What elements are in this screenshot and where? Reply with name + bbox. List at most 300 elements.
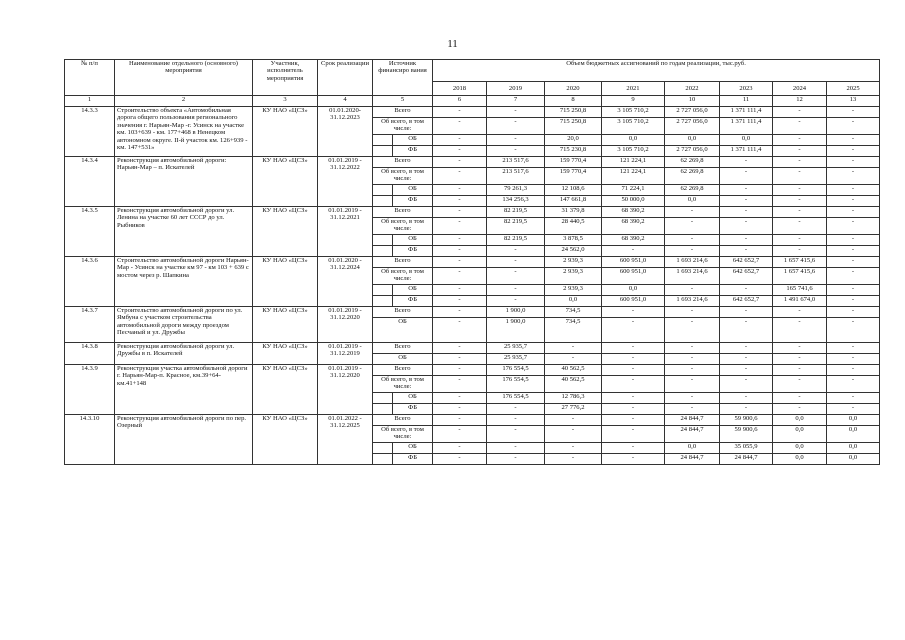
measure-name: Строительство автомобильной дороги по ул. Ямбуна с участком строительства автомобильной дороги между проездом Песчаный и ул. Дружбы <box>115 307 253 343</box>
budget-value: - <box>487 296 545 307</box>
budget-value: - <box>487 268 545 285</box>
budget-value: - <box>665 354 720 365</box>
budget-value: - <box>827 157 880 168</box>
header-term: Срок реализации <box>318 60 373 96</box>
funding-source: ФБ <box>393 196 433 207</box>
budget-value: - <box>720 343 773 354</box>
budget-value: 2 727 056,0 <box>665 118 720 135</box>
term: 01.01.2019 - 31.12.2019 <box>318 343 373 365</box>
budget-value: 59 900,6 <box>720 415 773 426</box>
source-indent <box>373 235 393 246</box>
header-year: 2021 <box>602 82 665 96</box>
budget-value: 600 951,0 <box>602 257 665 268</box>
budget-value: 24 844,7 <box>720 454 773 465</box>
budget-value: 79 261,3 <box>487 185 545 196</box>
budget-value: 71 224,1 <box>602 185 665 196</box>
budget-value: - <box>433 307 487 318</box>
budget-value: - <box>827 135 880 146</box>
budget-value: - <box>487 443 545 454</box>
budget-value: - <box>827 393 880 404</box>
table-row <box>65 343 880 354</box>
measure-name: Реконструкция автомобильной дороги ул. Ленина на участке 60 лет СССР до ул. Рыбников <box>115 207 253 257</box>
budget-value: - <box>773 146 827 157</box>
budget-value: 642 652,7 <box>720 257 773 268</box>
budget-value: - <box>773 235 827 246</box>
budget-value: 121 224,1 <box>602 157 665 168</box>
funding-source: ОБ <box>393 443 433 454</box>
budget-value: - <box>827 185 880 196</box>
term: 01.01.2019 - 31.12.2022 <box>318 157 373 207</box>
budget-value: 0,0 <box>602 285 665 296</box>
budget-value: - <box>433 185 487 196</box>
budget-value: 147 661,8 <box>545 196 602 207</box>
budget-value: 0,0 <box>827 443 880 454</box>
funding-source: ФБ <box>393 146 433 157</box>
column-number: 11 <box>720 96 773 107</box>
header-year: 2022 <box>665 82 720 96</box>
term: 01.01.2022 - 31.12.2025 <box>318 415 373 465</box>
budget-value: 0,0 <box>602 135 665 146</box>
budget-value: - <box>827 343 880 354</box>
budget-value: 25 935,7 <box>487 343 545 354</box>
budget-value: 35 055,9 <box>720 443 773 454</box>
executor: КУ НАО «ЦСЗ» <box>253 207 318 257</box>
budget-value: - <box>720 168 773 185</box>
budget-value: - <box>720 207 773 218</box>
column-number: 2 <box>115 96 253 107</box>
budget-value: - <box>720 235 773 246</box>
funding-source: ФБ <box>393 296 433 307</box>
budget-value: - <box>602 318 665 343</box>
row-number: 14.3.6 <box>65 257 115 307</box>
source-indent <box>373 393 393 404</box>
budget-value: 642 652,7 <box>720 296 773 307</box>
budget-value: 734,5 <box>545 318 602 343</box>
column-number: 3 <box>253 96 318 107</box>
budget-value: - <box>720 196 773 207</box>
budget-value: - <box>545 443 602 454</box>
budget-value: 0,0 <box>665 135 720 146</box>
executor: КУ НАО «ЦСЗ» <box>253 257 318 307</box>
table-row <box>65 207 880 218</box>
column-number: 8 <box>545 96 602 107</box>
budget-value: - <box>433 318 487 343</box>
budget-value: 1 693 214,6 <box>665 268 720 285</box>
budget-table <box>64 59 880 465</box>
budget-value: - <box>433 454 487 465</box>
budget-value: - <box>602 376 665 393</box>
funding-source: ОБ <box>393 185 433 196</box>
funding-source: Об всего, в том числе: <box>373 376 433 393</box>
table-row <box>65 365 880 376</box>
budget-value: - <box>720 185 773 196</box>
row-number: 14.3.3 <box>65 107 115 157</box>
budget-value: 600 951,0 <box>602 296 665 307</box>
source-indent <box>373 135 393 146</box>
funding-source: Об всего, в том числе: <box>373 168 433 185</box>
budget-value: - <box>487 404 545 415</box>
budget-value: - <box>827 257 880 268</box>
budget-value: 3 105 710,2 <box>602 107 665 118</box>
budget-value: 25 935,7 <box>487 354 545 365</box>
budget-value: 1 900,0 <box>487 318 545 343</box>
budget-value: - <box>773 207 827 218</box>
budget-value: - <box>773 307 827 318</box>
executor: КУ НАО «ЦСЗ» <box>253 365 318 415</box>
budget-value: - <box>827 285 880 296</box>
budget-value: - <box>665 343 720 354</box>
budget-value: - <box>433 135 487 146</box>
budget-value: - <box>827 307 880 318</box>
funding-source: ОБ <box>393 235 433 246</box>
funding-source: Всего <box>373 415 433 426</box>
budget-value: - <box>433 426 487 443</box>
source-indent <box>373 404 393 415</box>
executor: КУ НАО «ЦСЗ» <box>253 157 318 207</box>
budget-value: - <box>602 454 665 465</box>
budget-value: 3 105 710,2 <box>602 118 665 135</box>
budget-value: - <box>773 168 827 185</box>
budget-value: 0,0 <box>545 296 602 307</box>
funding-source: ОБ <box>393 135 433 146</box>
budget-value: 68 390,2 <box>602 235 665 246</box>
budget-value: - <box>827 218 880 235</box>
budget-value: - <box>433 343 487 354</box>
row-number: 14.3.7 <box>65 307 115 343</box>
budget-value: 0,0 <box>665 443 720 454</box>
budget-value: - <box>545 415 602 426</box>
budget-value: - <box>602 343 665 354</box>
budget-value: - <box>827 365 880 376</box>
budget-value: - <box>487 426 545 443</box>
budget-value: 3 878,5 <box>545 235 602 246</box>
budget-value: - <box>665 235 720 246</box>
budget-value: 20,0 <box>545 135 602 146</box>
budget-value: 0,0 <box>773 415 827 426</box>
budget-value: - <box>773 376 827 393</box>
column-number: 9 <box>602 96 665 107</box>
budget-value: - <box>773 343 827 354</box>
budget-value: 0,0 <box>720 135 773 146</box>
header-year: 2019 <box>487 82 545 96</box>
budget-value: 159 770,4 <box>545 168 602 185</box>
budget-value: - <box>665 318 720 343</box>
budget-value: - <box>773 318 827 343</box>
measure-name: Реконструкция автомобильной дороги по пер. Озерный <box>115 415 253 465</box>
budget-value: 24 562,0 <box>545 246 602 257</box>
funding-source: ФБ <box>393 246 433 257</box>
budget-value: - <box>433 365 487 376</box>
budget-value: 62 269,8 <box>665 157 720 168</box>
budget-value: 176 554,5 <box>487 393 545 404</box>
budget-value: 176 554,5 <box>487 365 545 376</box>
budget-value: - <box>433 246 487 257</box>
header-year: 2024 <box>773 82 827 96</box>
budget-value: 62 269,8 <box>665 168 720 185</box>
column-number: 6 <box>433 96 487 107</box>
budget-value: 2 939,3 <box>545 257 602 268</box>
budget-value: - <box>487 246 545 257</box>
source-indent <box>373 443 393 454</box>
budget-value: - <box>602 426 665 443</box>
budget-value: - <box>827 196 880 207</box>
budget-value: - <box>545 426 602 443</box>
row-number: 14.3.8 <box>65 343 115 365</box>
funding-source: ОБ <box>373 318 433 343</box>
funding-source: ФБ <box>393 454 433 465</box>
budget-value: - <box>665 285 720 296</box>
budget-value: 134 256,3 <box>487 196 545 207</box>
source-indent <box>373 296 393 307</box>
budget-value: - <box>720 318 773 343</box>
budget-value: 1 491 674,0 <box>773 296 827 307</box>
budget-value: - <box>720 157 773 168</box>
budget-value: 24 844,7 <box>665 454 720 465</box>
budget-value: - <box>433 354 487 365</box>
source-indent <box>373 246 393 257</box>
budget-value: - <box>827 268 880 285</box>
budget-value: - <box>602 307 665 318</box>
budget-value: 28 440,5 <box>545 218 602 235</box>
term: 01.01.2020-31.12.2023 <box>318 107 373 157</box>
budget-value: - <box>665 246 720 257</box>
budget-value: - <box>433 376 487 393</box>
table-row <box>65 157 880 168</box>
source-indent <box>373 285 393 296</box>
source-indent <box>373 454 393 465</box>
budget-value: 50 000,0 <box>602 196 665 207</box>
funding-source: Об всего, в том числе: <box>373 218 433 235</box>
row-number: 14.3.5 <box>65 207 115 257</box>
funding-source: ОБ <box>393 393 433 404</box>
budget-value: 715 230,8 <box>545 146 602 157</box>
column-number: 13 <box>827 96 880 107</box>
budget-value: - <box>720 307 773 318</box>
budget-value: - <box>720 218 773 235</box>
budget-value: - <box>433 268 487 285</box>
budget-value: - <box>433 415 487 426</box>
budget-value: - <box>665 307 720 318</box>
budget-value: - <box>665 404 720 415</box>
budget-value: - <box>433 207 487 218</box>
measure-name: Реконструкция автомобильной дороги: Нарьян-Мар – п. Искателей <box>115 157 253 207</box>
budget-value: 0,0 <box>773 426 827 443</box>
budget-value: 0,0 <box>665 196 720 207</box>
budget-value: 715 250,8 <box>545 118 602 135</box>
budget-value: 213 517,6 <box>487 168 545 185</box>
budget-value: - <box>545 454 602 465</box>
budget-value: - <box>433 218 487 235</box>
source-indent <box>373 146 393 157</box>
header-volume: Объем бюджетных ассигнований по годам реализации, тыс.руб. <box>433 60 880 82</box>
source-indent <box>373 196 393 207</box>
budget-value: 59 900,6 <box>720 426 773 443</box>
budget-value: 68 390,2 <box>602 218 665 235</box>
budget-value: - <box>827 207 880 218</box>
header-name: Наименование отдельного (основного) мероприятия <box>115 60 253 96</box>
budget-value: 2 939,3 <box>545 268 602 285</box>
budget-value: - <box>602 393 665 404</box>
row-number: 14.3.10 <box>65 415 115 465</box>
budget-value: - <box>720 404 773 415</box>
budget-value: - <box>773 118 827 135</box>
budget-value: 715 250,8 <box>545 107 602 118</box>
funding-source: Всего <box>373 365 433 376</box>
funding-source: Об всего, в том числе: <box>373 118 433 135</box>
header-source: Источник финансиро вания <box>373 60 433 96</box>
column-number: 7 <box>487 96 545 107</box>
budget-value: - <box>773 185 827 196</box>
budget-value: - <box>720 285 773 296</box>
executor: КУ НАО «ЦСЗ» <box>253 307 318 343</box>
header-executor: Участник, исполнитель мероприятия <box>253 60 318 96</box>
budget-value: - <box>665 393 720 404</box>
budget-value: - <box>665 218 720 235</box>
budget-value: - <box>720 354 773 365</box>
table-row <box>65 415 880 426</box>
term: 01.01.2020 - 31.12.2024 <box>318 257 373 307</box>
executor: КУ НАО «ЦСЗ» <box>253 415 318 465</box>
budget-value: 0,0 <box>827 454 880 465</box>
budget-value: - <box>433 107 487 118</box>
measure-name: Реконструкция автомобильной дороги ул. Дружбы в п. Искателей <box>115 343 253 365</box>
budget-value: 2 939,3 <box>545 285 602 296</box>
funding-source: Об всего, в том числе: <box>373 268 433 285</box>
term: 01.01.2019 - 31.12.2020 <box>318 307 373 343</box>
budget-value: - <box>773 135 827 146</box>
budget-value: - <box>487 107 545 118</box>
budget-value: - <box>433 404 487 415</box>
budget-value: - <box>827 404 880 415</box>
budget-value: - <box>433 235 487 246</box>
budget-value: - <box>827 168 880 185</box>
funding-source: ОБ <box>393 285 433 296</box>
budget-value: - <box>827 296 880 307</box>
budget-value: 40 562,5 <box>545 376 602 393</box>
table-row <box>65 107 880 118</box>
budget-value: - <box>433 196 487 207</box>
budget-value: 2 727 056,0 <box>665 146 720 157</box>
measure-name: Реконструкция участка автомобильной дороги г. Нарьян-Мар-п. Красное, км.39+64-км.41+148 <box>115 365 253 415</box>
budget-value: 734,5 <box>545 307 602 318</box>
column-number: 1 <box>65 96 115 107</box>
budget-value: - <box>773 196 827 207</box>
row-number: 14.3.9 <box>65 365 115 415</box>
budget-value: - <box>773 393 827 404</box>
budget-value: - <box>602 443 665 454</box>
budget-value: - <box>487 415 545 426</box>
budget-value: - <box>773 107 827 118</box>
funding-source: Всего <box>373 107 433 118</box>
budget-value: - <box>827 146 880 157</box>
budget-value: - <box>827 118 880 135</box>
budget-value: - <box>433 146 487 157</box>
budget-value: 0,0 <box>773 443 827 454</box>
budget-value: - <box>602 246 665 257</box>
budget-value: - <box>720 365 773 376</box>
funding-source: Всего <box>373 207 433 218</box>
budget-value: - <box>773 354 827 365</box>
budget-value: 1 371 111,4 <box>720 146 773 157</box>
budget-value: - <box>545 354 602 365</box>
funding-source: Всего <box>373 307 433 318</box>
budget-value: 82 219,5 <box>487 235 545 246</box>
budget-value: - <box>433 157 487 168</box>
budget-value: 165 741,6 <box>773 285 827 296</box>
column-number: 10 <box>665 96 720 107</box>
budget-value: - <box>665 376 720 393</box>
budget-value: 0,0 <box>827 426 880 443</box>
budget-value: - <box>665 207 720 218</box>
budget-value: - <box>487 118 545 135</box>
row-number: 14.3.4 <box>65 157 115 207</box>
budget-value: - <box>433 257 487 268</box>
header-year: 2025 <box>827 82 880 96</box>
budget-value: 24 844,7 <box>665 426 720 443</box>
budget-value: 642 652,7 <box>720 268 773 285</box>
budget-value: - <box>827 107 880 118</box>
budget-value: - <box>487 257 545 268</box>
budget-value: - <box>827 354 880 365</box>
budget-value: - <box>433 118 487 135</box>
measure-name: Строительство автомобильной дороги Нарьян-Мар - Усинск на участке км 97 - км 103 + 639 с мостом через р. Шапкина <box>115 257 253 307</box>
budget-value: 1 371 111,4 <box>720 118 773 135</box>
budget-value: - <box>433 393 487 404</box>
budget-value: - <box>827 376 880 393</box>
executor: КУ НАО «ЦСЗ» <box>253 107 318 157</box>
measure-name: Строительство объекта «Автомобильная дорога общего пользования регионального значения г. Нарьян-Мар -г. Усинск на участке км. 103+639 - км. 177+468 в Ненецком автономном округе. II-й участок км. 126+939 - км. 147+531» <box>115 107 253 157</box>
header-year: 2018 <box>433 82 487 96</box>
budget-value: - <box>433 296 487 307</box>
budget-value: - <box>545 343 602 354</box>
budget-value: - <box>720 246 773 257</box>
funding-source: Всего <box>373 343 433 354</box>
budget-value: - <box>602 365 665 376</box>
budget-value: 0,0 <box>773 454 827 465</box>
budget-value: 159 770,4 <box>545 157 602 168</box>
budget-value: 62 269,8 <box>665 185 720 196</box>
budget-value: 0,0 <box>827 415 880 426</box>
budget-value: - <box>433 443 487 454</box>
budget-value: - <box>773 218 827 235</box>
budget-value: 12 108,6 <box>545 185 602 196</box>
budget-value: 1 371 111,4 <box>720 107 773 118</box>
budget-value: - <box>827 235 880 246</box>
budget-value: - <box>720 376 773 393</box>
executor: КУ НАО «ЦСЗ» <box>253 343 318 365</box>
budget-value: 2 727 056,0 <box>665 107 720 118</box>
budget-value: - <box>602 354 665 365</box>
budget-value: 31 379,8 <box>545 207 602 218</box>
budget-value: 213 517,6 <box>487 157 545 168</box>
funding-source: Всего <box>373 257 433 268</box>
budget-value: 24 844,7 <box>665 415 720 426</box>
budget-value: - <box>433 285 487 296</box>
budget-value: - <box>720 393 773 404</box>
source-indent <box>373 185 393 196</box>
column-number: 4 <box>318 96 373 107</box>
budget-value: 1 693 214,6 <box>665 296 720 307</box>
column-number: 12 <box>773 96 827 107</box>
table-row <box>65 307 880 318</box>
term: 01.01.2019 - 31.12.2020 <box>318 365 373 415</box>
funding-source: Всего <box>373 157 433 168</box>
budget-value: - <box>827 246 880 257</box>
budget-value: - <box>773 404 827 415</box>
funding-source: ФБ <box>393 404 433 415</box>
budget-value: - <box>602 404 665 415</box>
budget-value: 82 219,5 <box>487 218 545 235</box>
